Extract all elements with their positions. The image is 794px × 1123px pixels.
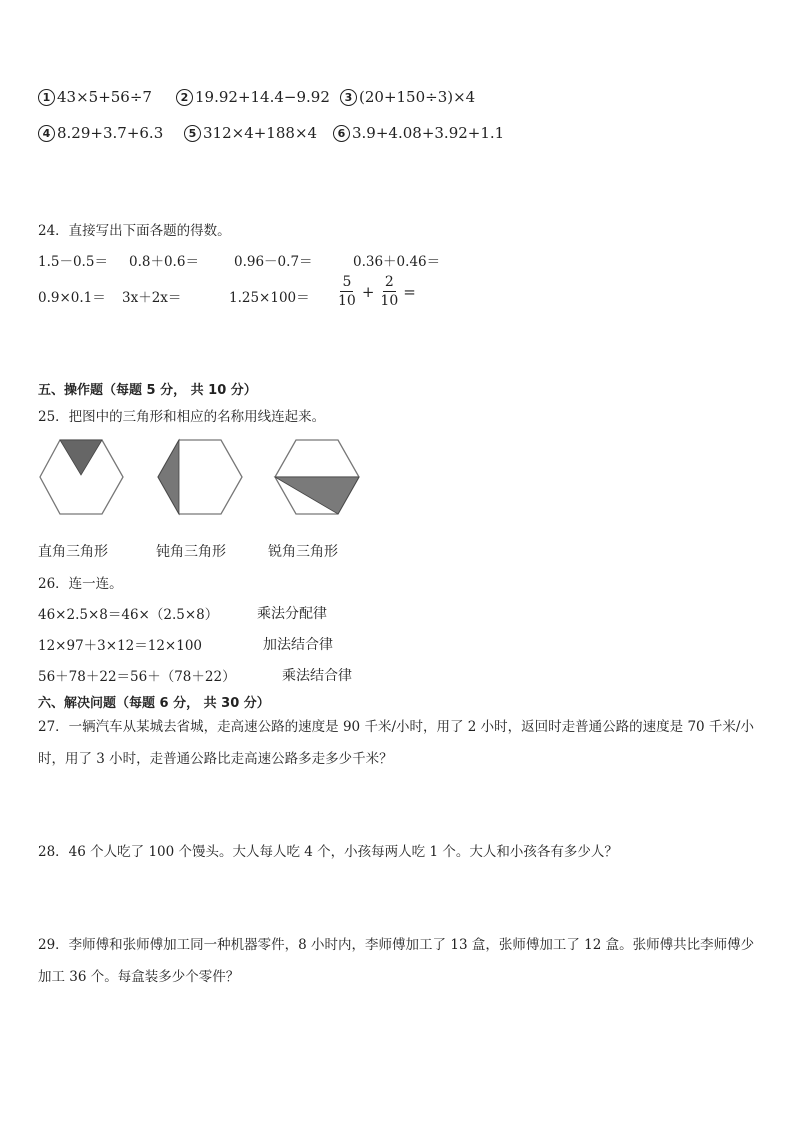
fraction-b: $\frac{2}{10}$ (380, 274, 399, 309)
calc-item-1 (38, 88, 152, 106)
calc-expression: 43×5+56÷7 (57, 88, 152, 106)
hexagon-acute-triangle (275, 440, 359, 514)
question-27-line-1: 27．一辆汽车从某城去省城，走高速公路的速度是 90 千米/小时，用了 2 小时，返回时走普通公路的速度是 70 千米/小 (38, 719, 754, 735)
section-5-heading: 五、操作题（每题 5 分， 共 10 分） (38, 383, 257, 398)
label-obtuse-triangle: 钝角三角形 (156, 544, 226, 560)
calc-expression: (20+150÷3)×4 (359, 88, 476, 106)
calc-expression: 3.9+4.08+3.92+1.1 (352, 124, 505, 142)
mental-calc: 0.8＋0.6＝ (129, 254, 199, 270)
circled-number: 2 (176, 89, 193, 106)
label-acute-triangle: 锐角三角形 (268, 544, 338, 560)
question-24-title: 24．直接写出下面各题的得数。 (38, 223, 231, 239)
circled-number: 1 (38, 89, 55, 106)
circled-number: 5 (184, 125, 201, 142)
calc-expression: 312×4+188×4 (203, 124, 318, 142)
mental-calc: 0.96－0.7＝ (234, 254, 313, 270)
match-left-2: 12×97＋3×12＝12×100 (38, 638, 203, 654)
mental-calc: 3x＋2x＝ (122, 290, 182, 306)
fraction-expression (336, 274, 420, 309)
hexagon-obtuse-triangle (158, 440, 242, 514)
fraction-a: $\frac{5}{10}$ (338, 274, 356, 309)
mental-calc: 0.36＋0.46＝ (353, 254, 441, 270)
label-right-triangle: 直角三角形 (38, 544, 108, 560)
plus-sign: + (361, 282, 375, 301)
calc-item-6 (333, 124, 504, 142)
match-right-1: 乘法分配律 (257, 606, 327, 622)
question-25-title: 25．把图中的三角形和相应的名称用线连起来。 (38, 409, 326, 425)
question-27-line-2: 时，用了 3 小时，走普通公路比走高速公路多走多少千米？ (38, 751, 393, 767)
match-right-2: 加法结合律 (263, 637, 333, 653)
mental-calc: 0.9×0.1＝ (38, 290, 106, 306)
calc-expression: 8.29+3.7+6.3 (57, 124, 164, 142)
calc-item-4 (38, 124, 163, 142)
calc-item-2 (176, 88, 330, 106)
calc-item-5 (184, 124, 317, 142)
hexagon-figures (36, 436, 366, 520)
question-26-title: 26．连一连。 (38, 576, 123, 592)
question-29-line-1: 29．李师傅和张师傅加工同一种机器零件，8 小时内，李师傅加工了 13 盒，张师傅加工了 12 盒。张师傅共比李师傅少 (38, 937, 755, 953)
match-right-3: 乘法结合律 (282, 668, 352, 684)
hexagon-right-triangle (40, 440, 123, 514)
mental-calc: 1.5－0.5＝ (38, 254, 108, 270)
question-28: 28．46 个人吃了 100 个馒头。大人每人吃 4 个，小孩每两人吃 1 个。大人和小孩各有多少人？ (38, 844, 618, 860)
match-left-3: 56＋78＋22＝56＋（78＋22） (38, 669, 236, 685)
calc-expression: 19.92+14.4−9.92 (195, 88, 330, 106)
match-left-1: 46×2.5×8＝46×（2.5×8） (38, 607, 219, 623)
question-29-line-2: 加工 36 个。每盒装多少个零件？ (38, 969, 240, 985)
mental-calc: 1.25×100＝ (229, 290, 310, 306)
circled-number: 4 (38, 125, 55, 142)
circled-number: 3 (340, 89, 357, 106)
calc-item-3 (340, 88, 475, 106)
section-6-heading: 六、解决问题（每题 6 分， 共 30 分） (38, 696, 270, 711)
circled-number: 6 (333, 125, 350, 142)
equals-sign: = (403, 282, 416, 301)
